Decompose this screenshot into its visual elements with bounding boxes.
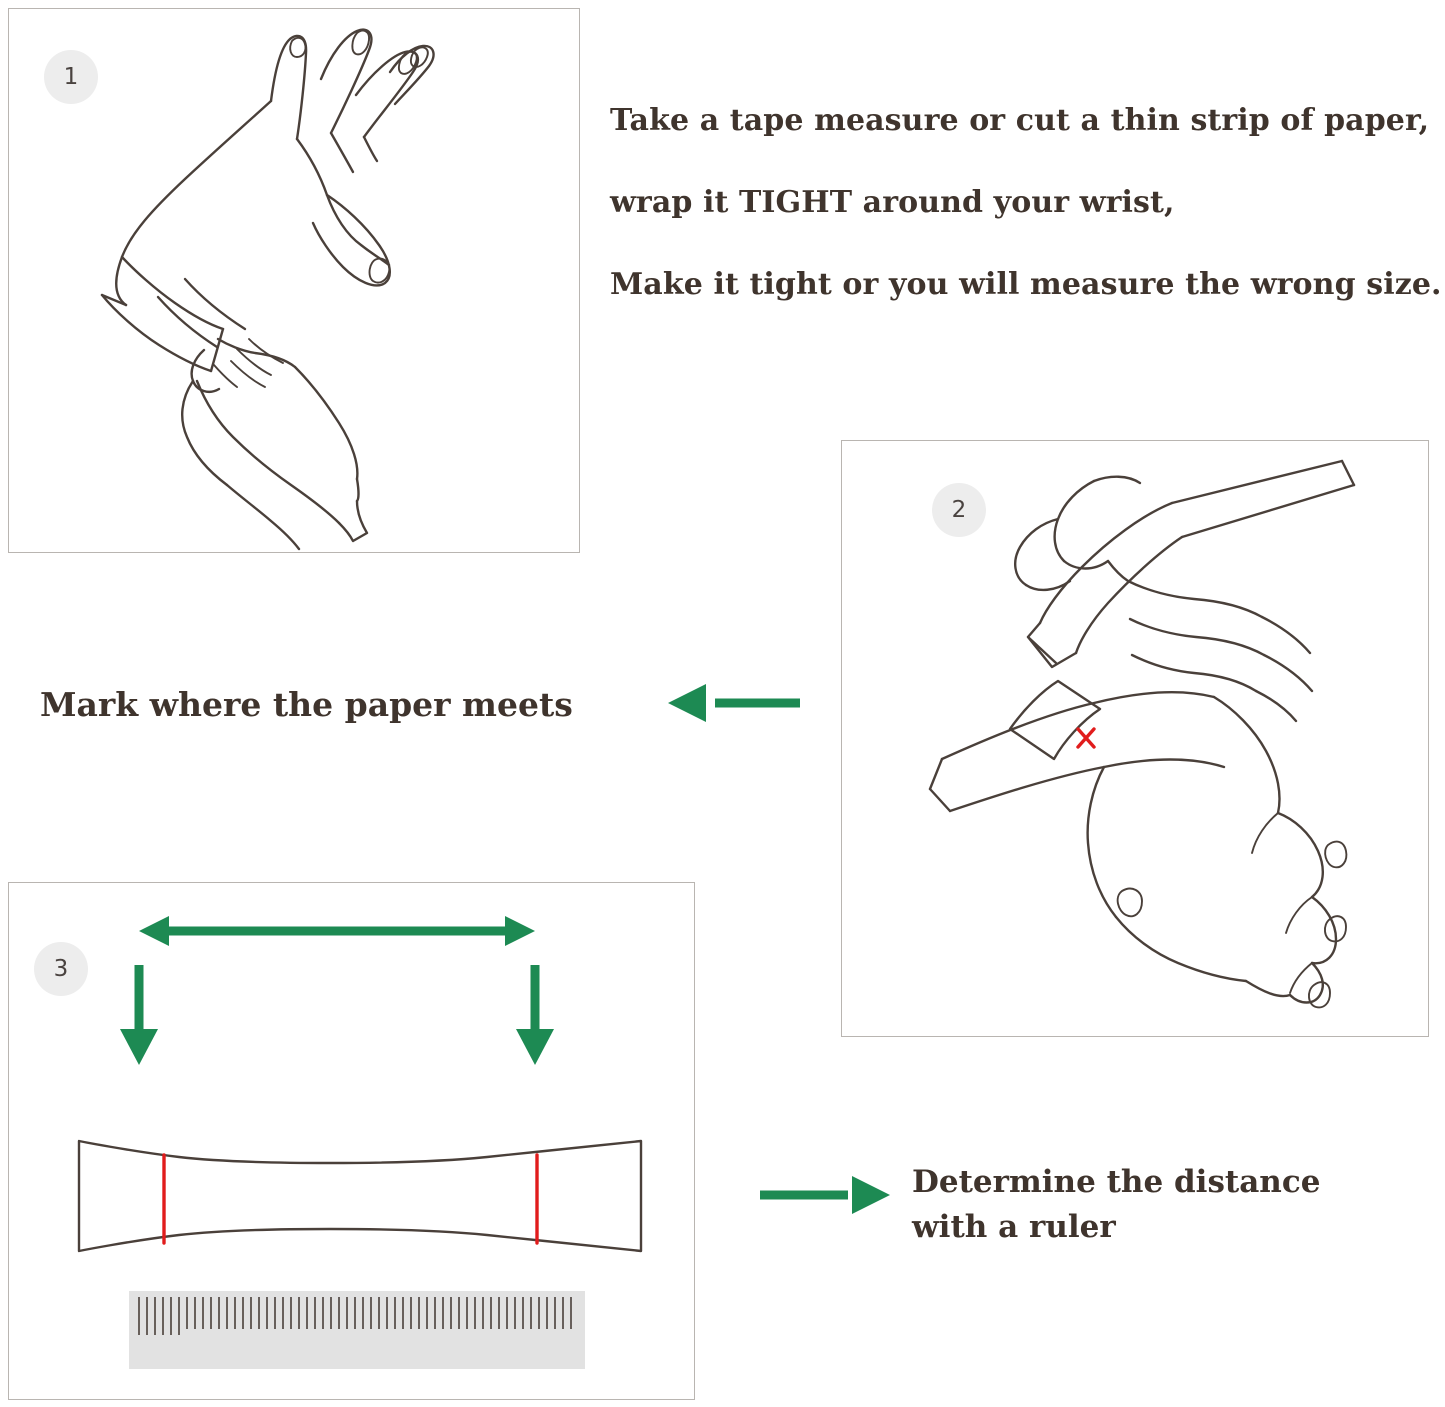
determine-distance-caption (912, 1160, 1382, 1250)
marking-paper-with-pen-drawing (842, 441, 1428, 1036)
horizontal-measure-arrow (139, 916, 535, 946)
step-2-number: 2 (951, 497, 967, 523)
arrow-panel3-to-ruler-caption (760, 1176, 890, 1214)
arrow-panel2-to-mark-caption (668, 684, 800, 722)
ruler (129, 1291, 585, 1369)
step-1-number: 1 (63, 64, 79, 90)
determine-distance-line-1: Determine the distance (912, 1164, 1321, 1200)
step-3-number: 3 (53, 956, 69, 982)
down-arrow-right (516, 965, 554, 1065)
instruction-line-1: Take a tape measure or cut a thin strip of paper, (610, 103, 1430, 138)
down-arrow-left (120, 965, 158, 1065)
step-3-badge (34, 942, 88, 996)
step-1-badge (44, 50, 98, 104)
determine-distance-line-2: with a ruler (912, 1208, 1116, 1245)
step-2-badge (932, 483, 986, 537)
instruction-line-2: wrap it TIGHT around your wrist, (610, 185, 1175, 220)
step-3-illustration-panel (8, 882, 695, 1400)
instructions-block (610, 103, 1442, 302)
step-2-illustration-panel (841, 440, 1429, 1037)
instruction-line-3: Make it tight or you will measure the wrong size. (610, 267, 1442, 302)
mark-where-paper-meets-caption: Mark where the paper meets (40, 685, 573, 724)
hand-wrapping-tape-drawing (9, 9, 579, 552)
paper-strip-with-ruler-drawing (9, 883, 694, 1399)
